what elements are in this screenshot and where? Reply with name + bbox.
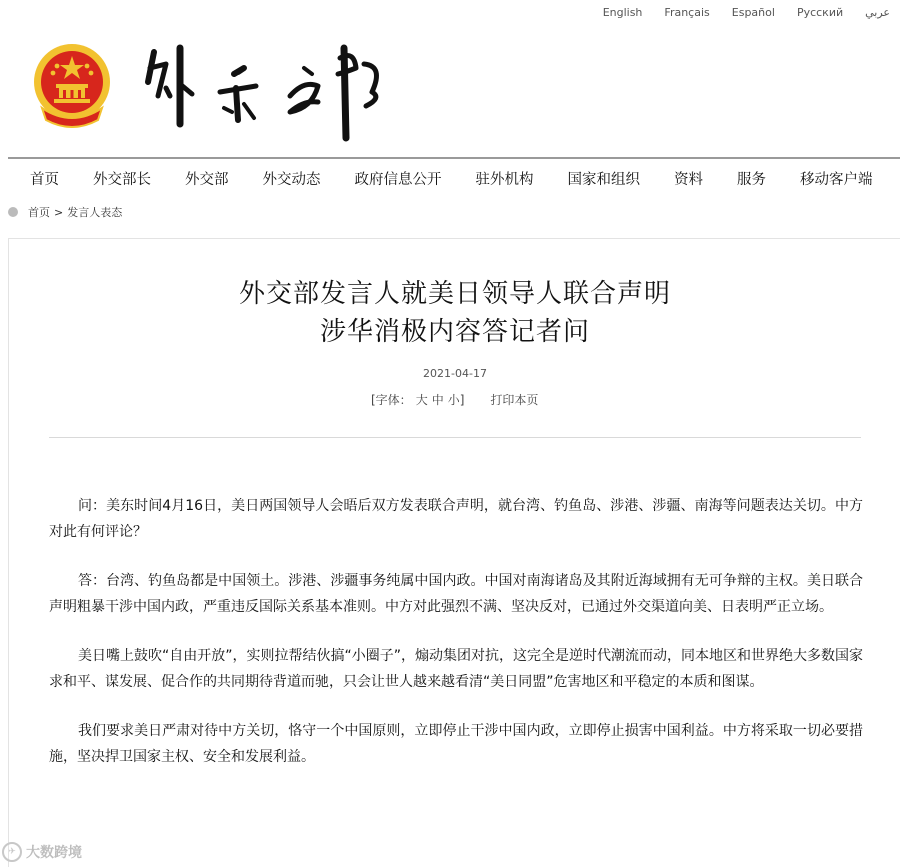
nav-item-home[interactable]: 首页 [30,171,59,188]
article-divider [49,437,861,438]
watermark [2,842,82,862]
article-date: 2021-04-17 [423,367,487,380]
site-title-calligraphy-icon [140,38,410,148]
breadcrumb-separator: > [54,205,64,219]
article-paragraph-answer: 答：台湾、钓鱼岛都是中国领土。涉港、涉疆事务纯属中国内政。中国对南海诸岛及其附近海域拥有无可争辩的主权。美日联合声明粗暴干涉中国内政，严重违反国际关系基本准则。中方对此强烈不满、坚决反对，已通过外交渠道向美、日表明严正立场。 [49,573,863,615]
watermark-logo-icon: ✈ [2,842,22,862]
language-bar [603,6,890,19]
article-title-line-2: 涉华消极内容答记者问 [319,317,590,347]
article-paragraph-question: 问：美东时间4月16日，美日两国领导人会晤后双方发表联合声明，就台湾、钓鱼岛、涉港、涉疆、南海等问题表达关切。中方对此有何评论？ [49,498,863,540]
nav-item-ministry[interactable]: 外交部 [185,171,229,188]
font-size-small-button[interactable]: 小] [447,393,465,407]
nav-item-missions[interactable]: 驻外机构 [475,171,534,188]
print-page-button[interactable]: 打印本页 [490,393,539,407]
article-panel [8,238,900,867]
font-size-label: [字体： [371,393,412,407]
article-paragraph-3: 美日嘴上鼓吹“自由开放”，实则拉帮结伙搞“小圈子”，煽动集团对抗，这完全是逆时代潮流而动，同本地区和世界绝大多数国家求和平、谋发展、促合作的共同期待背道而驰，只会让世人越来越看清“美日同盟”危害地区和平稳定的本质和图谋。 [49,648,864,690]
nav-item-services[interactable]: 服务 [737,171,766,188]
lang-spanish-link[interactable]: Español [731,6,775,19]
breadcrumb-home-icon [8,207,18,217]
watermark-text: 大数跨境 [26,845,82,861]
nav-item-gov-info[interactable]: 政府信息公开 [354,171,442,188]
lang-arabic-link[interactable]: عربي [865,6,890,19]
article-title [9,275,900,351]
nav-item-countries[interactable]: 国家和组织 [567,171,640,188]
lang-russian-link[interactable]: Русский [796,6,844,19]
nav-item-mobile[interactable]: 移动客户端 [800,171,873,188]
breadcrumb-current-link[interactable]: 发言人表态 [67,206,123,219]
article-body [49,493,863,793]
nav-item-activities[interactable]: 外交动态 [262,171,321,188]
lang-english-link[interactable]: English [602,6,643,19]
nav-item-resources[interactable]: 资料 [674,171,703,188]
breadcrumb [8,202,122,222]
site-logo[interactable] [32,38,392,148]
font-size-medium-button[interactable]: 中 [431,393,444,407]
breadcrumb-home-link[interactable]: 首页 [28,206,50,219]
article-paragraph-4: 我们要求美日严肃对待中方关切，恪守一个中国原则，立即停止干涉中国内政，立即停止损害中国利益。中方将采取一切必要措施，坚决捍卫国家主权、安全和发展利益。 [49,723,863,765]
nav-item-minister[interactable]: 外交部长 [93,171,151,188]
header-rule [8,157,900,159]
national-emblem-icon [32,42,112,128]
main-nav [8,160,900,196]
font-size-large-button[interactable]: 大 [415,393,428,407]
font-size-controls [371,391,538,408]
article-title-line-1: 外交部发言人就美日领导人联合声明 [238,279,671,309]
lang-french-link[interactable]: Français [664,6,710,19]
